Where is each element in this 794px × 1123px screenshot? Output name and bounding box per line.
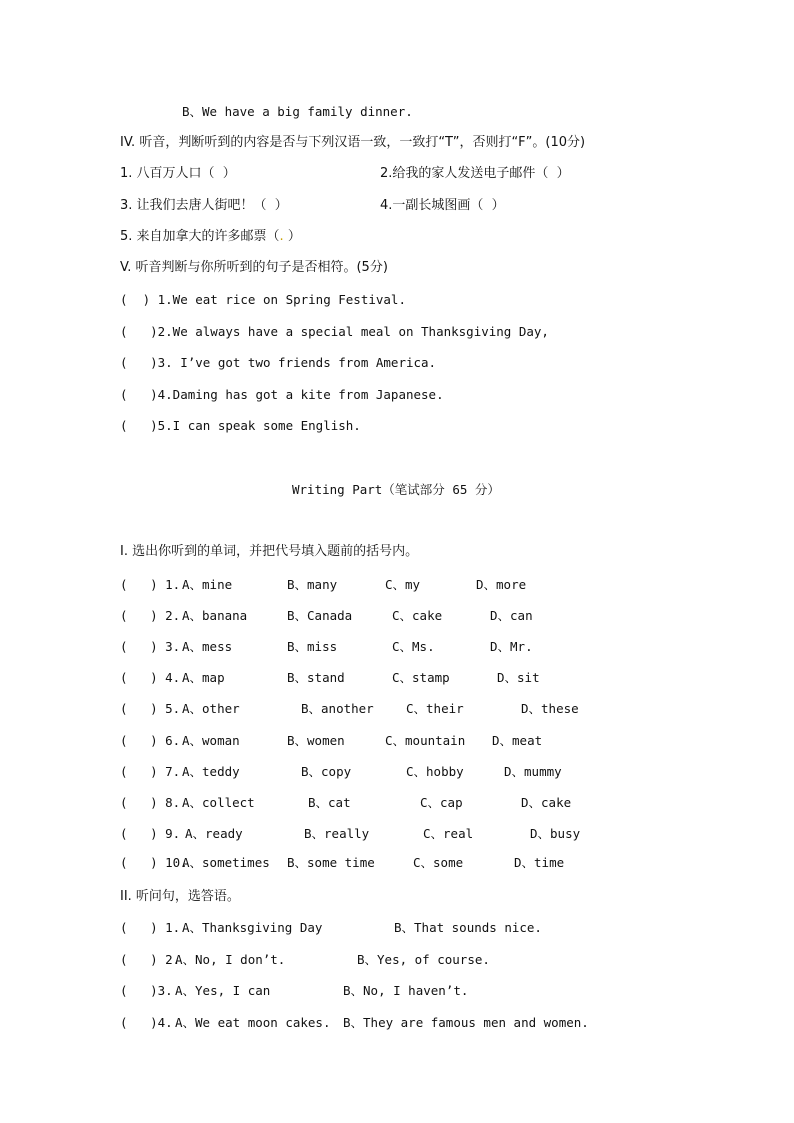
question-number: ( ) 6. (120, 733, 181, 748)
question-number: ( ) 4. (120, 670, 181, 685)
section-iv-item-4: 4.一副长城图画（ ） (380, 198, 505, 213)
question-number: ( )4. (120, 1015, 173, 1030)
option-b: B、stand (287, 670, 345, 685)
option-a: A、sometimes (182, 855, 270, 870)
option-d: D、time (514, 855, 565, 870)
option-c: C、mountain (385, 733, 466, 748)
option-b: B、miss (287, 639, 338, 654)
section-iv-item-5-close: ） (287, 229, 301, 244)
option-b: B、Canada (287, 608, 353, 623)
question-number: ( )3. (120, 983, 173, 998)
question-number: ( ) 9. (120, 826, 181, 841)
section-v-heading: V. 听音判断与你所听到的句子是否相符。(5分) (120, 260, 388, 275)
option-d: D、mummy (504, 764, 562, 779)
question-number: ( ) 2. (120, 952, 181, 967)
option-a: A、other (182, 701, 240, 716)
writing-i-heading: I. 选出你听到的单词，并把代号填入题前的括号内。 (120, 544, 419, 559)
option-b: B、another (301, 701, 374, 716)
option-c: C、cake (392, 608, 443, 623)
option-c: C、their (406, 701, 464, 716)
option-a: A、mine (182, 577, 233, 592)
section-iv-item-5-text: 5. 来自加拿大的许多邮票（ (120, 229, 280, 244)
option-b: B、some time (287, 855, 375, 870)
option-d: D、meat (492, 733, 543, 748)
option-c: C、my (385, 577, 421, 592)
section-v-item-4: ( )4.Daming has got a kite from Japanese. (120, 387, 444, 402)
section-v-item-5: ( )5.I can speak some English. (120, 418, 361, 433)
section-iv-item-5 (120, 229, 301, 245)
section-iv-item-3: 3. 让我们去唐人街吧！（ ） (120, 198, 288, 213)
question-number: ( ) 8. (120, 795, 181, 810)
option-d: D、cake (521, 795, 572, 810)
question-number: ( ) 1. (120, 920, 181, 935)
option-b: B、Yes, of course. (357, 952, 490, 967)
section-iv-item-1: 1. 八百万人口（ ） (120, 166, 236, 181)
question-number: ( ) 3. (120, 639, 181, 654)
option-a: A、Yes, I can (175, 983, 271, 998)
section-v-item-3: ( )3. I’ve got two friends from America. (120, 355, 437, 370)
option-b: B、copy (301, 764, 352, 779)
option-c: C、cap (420, 795, 463, 810)
section-v-item-1: ( ) 1.We eat rice on Spring Festival. (120, 292, 406, 307)
option-d: D、Mr. (490, 639, 533, 654)
section-iv-item-5-dot: . (279, 229, 288, 244)
option-c: C、real (423, 826, 474, 841)
option-a: A、teddy (182, 764, 240, 779)
option-b: B、They are famous men and women. (343, 1015, 589, 1030)
option-c: C、some (413, 855, 464, 870)
option-a: A、We eat moon cakes. (175, 1015, 331, 1030)
question-number: ( ) 2. (120, 608, 181, 623)
writing-part-title: Writing Part（笔试部分 65 分） (292, 482, 500, 497)
option-b-text: B、We have a big family dinner. (182, 104, 413, 119)
option-a: A、collect (182, 795, 255, 810)
option-a: A、banana (182, 608, 248, 623)
question-number: ( ) 1. (120, 577, 181, 592)
option-a: A、ready (185, 826, 243, 841)
option-d: D、sit (497, 670, 540, 685)
option-b: B、No, I haven’t. (343, 983, 469, 998)
section-iv-heading: IV. 听音，判断听到的内容是否与下列汉语一致，一致打“T”，否则打“F”。(10分) (120, 135, 586, 150)
option-a: A、map (182, 670, 225, 685)
section-iv-item-2: 2.给我的家人发送电子邮件（ ） (380, 166, 570, 181)
question-number: ( ) 10. (120, 855, 188, 870)
option-d: D、more (476, 577, 527, 592)
option-a: A、Thanksgiving Day (182, 920, 323, 935)
question-number: ( ) 5. (120, 701, 181, 716)
option-b: B、cat (308, 795, 351, 810)
option-a: A、woman (182, 733, 240, 748)
option-d: D、busy (530, 826, 581, 841)
option-b: B、many (287, 577, 338, 592)
option-a: A、mess (182, 639, 233, 654)
option-d: D、can (490, 608, 533, 623)
option-b: B、really (304, 826, 370, 841)
option-c: C、stamp (392, 670, 450, 685)
option-b: B、That sounds nice. (394, 920, 542, 935)
section-v-item-2: ( )2.We always have a special meal on Thanksgiving Day, (120, 324, 549, 339)
question-number: ( ) 7. (120, 764, 181, 779)
writing-ii-heading: II. 听问句，选答语。 (120, 889, 240, 904)
option-b: B、women (287, 733, 345, 748)
option-a: A、No, I don’t. (175, 952, 286, 967)
option-c: C、hobby (406, 764, 464, 779)
option-d: D、these (521, 701, 579, 716)
option-c: C、Ms. (392, 639, 435, 654)
